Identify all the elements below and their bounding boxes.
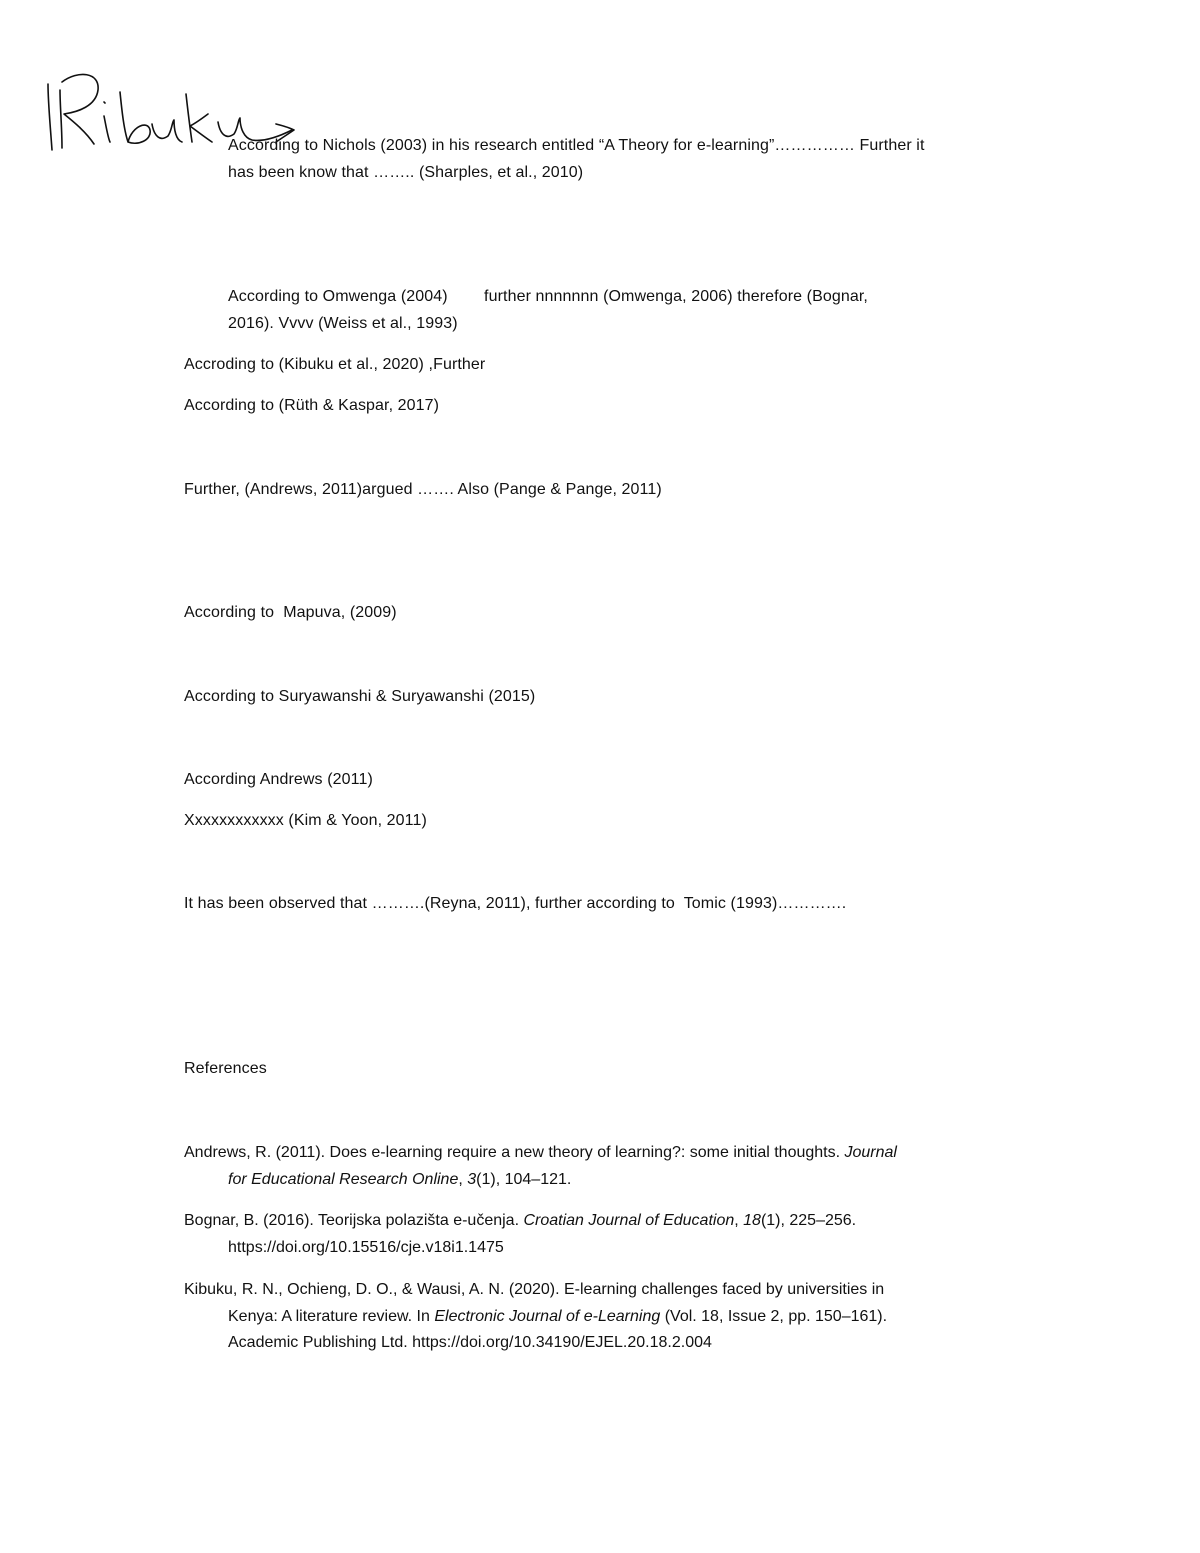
reference-kibuku-line-1: Kibuku, R. N., Ochieng, D. O., & Wausi, A. N. (2020). E-learning challenges faced by universities in [184,1281,885,1298]
reference-kibuku-journal: Electronic Journal of e-Learning [434,1308,661,1325]
body-paragraph-8: According Andrews (2011) [184,771,373,788]
reference-kibuku-line-3[interactable]: Academic Publishing Ltd. https://doi.org/10.34190/EJEL.20.18.2.004 [228,1334,712,1351]
body-paragraph-9: Xxxxxxxxxxxx (Kim & Yoon, 2011) [184,812,427,829]
body-paragraph-5: Further, (Andrews, 2011)argued ……. Also (Pange & Pange, 2011) [184,481,662,498]
body-paragraph-6: According to Mapuva, (2009) [184,604,397,621]
reference-bognar-volume: 18 [743,1212,761,1229]
reference-bognar-pages: (1), 225–256. [760,1212,857,1229]
reference-kibuku-details: (Vol. 18, Issue 2, pp. 150–161). [660,1308,888,1325]
body-paragraph-2-line-2: 2016). Vvvv (Weiss et al., 1993) [228,315,458,332]
body-paragraph-2-line-1: According to Omwenga (2004) further nnnnnnn (Omwenga, 2006) therefore (Bognar, [228,288,868,305]
reference-kibuku-line-2 [228,1304,887,1330]
reference-andrews-sep: , [458,1171,468,1188]
reference-andrews-journal-cont: for Educational Research Online [228,1171,459,1188]
body-paragraph-10: It has been observed that ……….(Reyna, 2011), further according to Tomic (1993)…………. [184,895,847,912]
reference-andrews-volume: 3 [467,1171,477,1188]
body-paragraph-3: Accroding to (Kibuku et al., 2020) ,Further [184,356,486,373]
reference-bognar-text: Bognar, B. (2016). Teorijska polazišta e-učenja. [184,1212,524,1229]
reference-bognar-doi-link[interactable]: https://doi.org/10.15516/cje.v18i1.1475 [228,1239,504,1256]
reference-andrews-pages: (1), 104–121. [476,1171,572,1188]
body-paragraph-7: According to Suryawanshi & Suryawanshi (2015) [184,688,536,705]
reference-bognar-journal: Croatian Journal of Education [523,1212,735,1229]
body-paragraph-1-line-1: According to Nichols (2003) in his research entitled “A Theory for e-learning”…………… Further it [228,137,925,154]
reference-bognar-line-1 [184,1208,856,1234]
reference-andrews-journal: Journal [844,1144,897,1161]
body-paragraph-4: According to (Rüth & Kaspar, 2017) [184,397,440,414]
reference-bognar-sep: , [734,1212,744,1229]
references-heading: References [184,1060,267,1077]
reference-kibuku-text: Kenya: A literature review. In [228,1308,435,1325]
body-paragraph-1-line-2: has been know that …….. (Sharples, et al., 2010) [228,164,584,181]
reference-andrews-line-1 [184,1140,897,1166]
reference-andrews-line-2 [228,1167,571,1193]
reference-andrews-text: Andrews, R. (2011). Does e-learning require a new theory of learning?: some initial thoughts. [184,1144,845,1161]
